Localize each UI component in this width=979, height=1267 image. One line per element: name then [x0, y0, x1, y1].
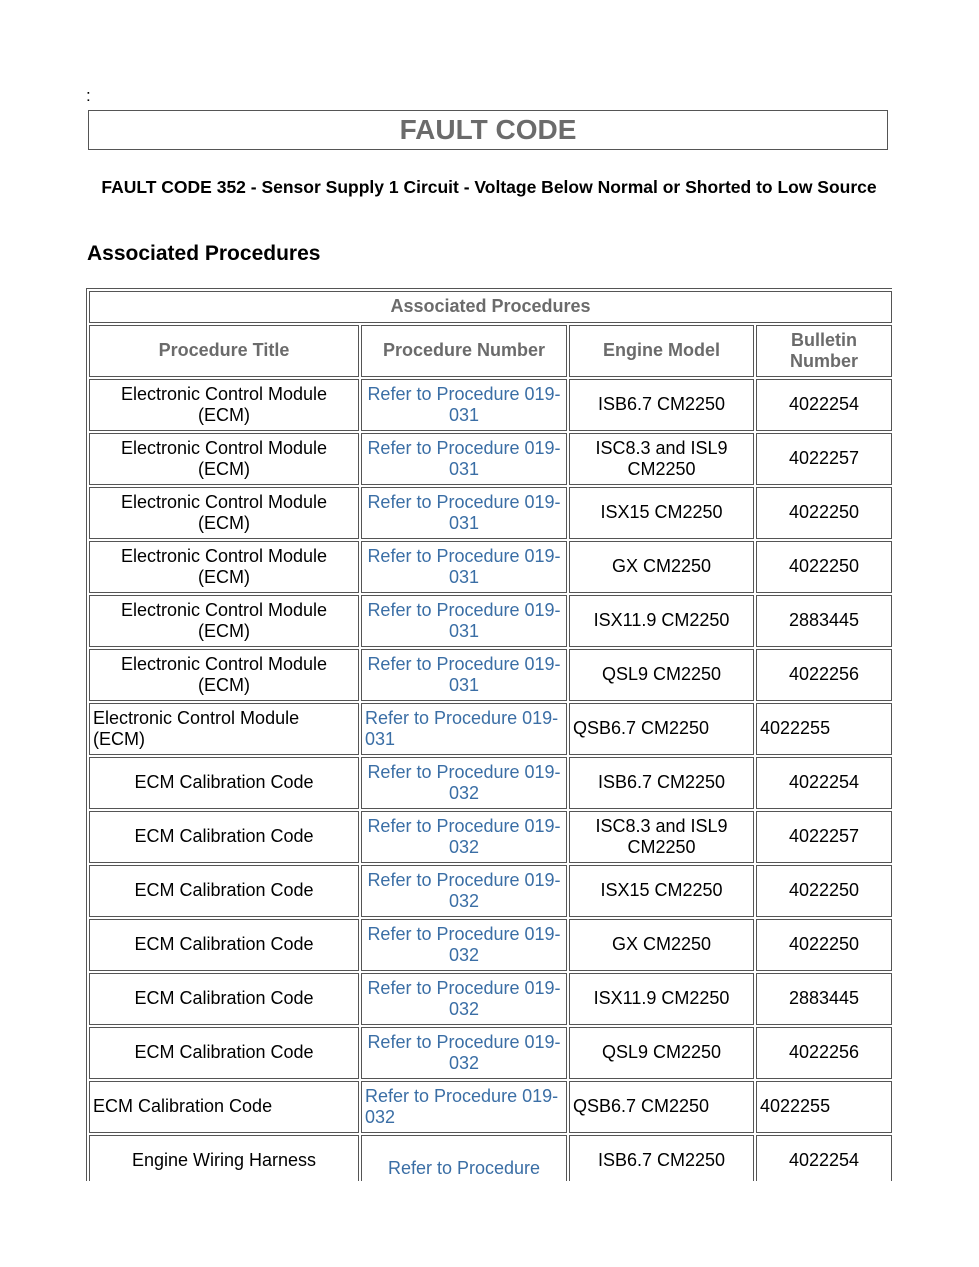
bulletin-number-cell: 4022257	[756, 811, 892, 863]
table-row	[89, 1135, 892, 1181]
procedures-table	[86, 288, 892, 1181]
bulletin-number-cell: 4022256	[756, 649, 892, 701]
procedure-link[interactable]: Refer to Procedure 019-031	[361, 649, 567, 701]
procedure-title-cell: Electronic Control Module (ECM)	[89, 379, 359, 431]
procedure-title-cell: ECM Calibration Code	[89, 1081, 359, 1133]
header-procedure-number: Procedure Number	[361, 325, 567, 377]
engine-model-cell: ISX15 CM2250	[569, 865, 754, 917]
engine-model-cell: ISX15 CM2250	[569, 487, 754, 539]
table-caption-row	[89, 291, 892, 323]
procedure-link[interactable]: Refer to Procedure 019-032	[361, 1027, 567, 1079]
engine-model-cell: ISC8.3 and ISL9 CM2250	[569, 433, 754, 485]
procedure-link[interactable]: Refer to Procedure 019-031	[361, 541, 567, 593]
bulletin-number-cell: 4022256	[756, 1027, 892, 1079]
table-row	[89, 757, 892, 809]
bulletin-number-cell: 4022250	[756, 919, 892, 971]
bulletin-number-cell: 2883445	[756, 595, 892, 647]
engine-model-cell: ISC8.3 and ISL9 CM2250	[569, 811, 754, 863]
procedure-link[interactable]: Refer to Procedure 019-031	[361, 379, 567, 431]
engine-model-cell: ISB6.7 CM2250	[569, 1135, 754, 1181]
procedure-title-cell: Electronic Control Module (ECM)	[89, 487, 359, 539]
engine-model-cell: QSB6.7 CM2250	[569, 703, 754, 755]
bulletin-number-cell: 4022255	[756, 703, 892, 755]
section-heading: Associated Procedures	[87, 242, 321, 265]
procedure-title-cell: Electronic Control Module (ECM)	[89, 595, 359, 647]
table-row	[89, 379, 892, 431]
table-row	[89, 541, 892, 593]
procedure-link[interactable]: Refer to Procedure 019-031	[361, 703, 567, 755]
table-caption: Associated Procedures	[89, 291, 892, 323]
header-procedure-title: Procedure Title	[89, 325, 359, 377]
engine-model-cell: QSL9 CM2250	[569, 649, 754, 701]
bulletin-number-cell: 4022254	[756, 757, 892, 809]
bulletin-number-cell: 4022250	[756, 487, 892, 539]
table-row	[89, 811, 892, 863]
fault-description: FAULT CODE 352 - Sensor Supply 1 Circuit - Voltage Below Normal or Shorted to Low Source	[101, 177, 877, 197]
procedure-link[interactable]: Refer to Procedure 019-032	[361, 1081, 567, 1133]
table-row	[89, 1027, 892, 1079]
engine-model-cell: ISB6.7 CM2250	[569, 379, 754, 431]
bulletin-number-cell: 4022254	[756, 1135, 892, 1181]
procedure-link[interactable]: Refer to Procedure 019-032	[361, 973, 567, 1025]
bulletin-number-cell: 4022257	[756, 433, 892, 485]
procedure-link[interactable]: Refer to Procedure 019-032	[361, 865, 567, 917]
fault-code-title-box	[88, 110, 888, 150]
table-row	[89, 487, 892, 539]
procedure-title-cell: ECM Calibration Code	[89, 1027, 359, 1079]
procedure-title-cell: Electronic Control Module (ECM)	[89, 703, 359, 755]
table-row	[89, 973, 892, 1025]
engine-model-cell: QSB6.7 CM2250	[569, 1081, 754, 1133]
engine-model-cell: QSL9 CM2250	[569, 1027, 754, 1079]
page-title: FAULT CODE	[399, 114, 577, 145]
procedure-link[interactable]: Refer to Procedure 019-032	[361, 919, 567, 971]
table-header-row	[89, 325, 892, 377]
bulletin-number-cell: 4022250	[756, 865, 892, 917]
header-bulletin-number: Bulletin Number	[756, 325, 892, 377]
table-row	[89, 1081, 892, 1133]
procedure-title-cell: ECM Calibration Code	[89, 757, 359, 809]
procedure-title-cell: ECM Calibration Code	[89, 919, 359, 971]
procedure-link[interactable]: Refer to Procedure 019-031	[361, 595, 567, 647]
procedure-link[interactable]: Refer to Procedure	[361, 1135, 567, 1181]
procedure-title-cell: Electronic Control Module (ECM)	[89, 433, 359, 485]
procedure-link[interactable]: Refer to Procedure 019-032	[361, 757, 567, 809]
table-row	[89, 649, 892, 701]
table-row	[89, 595, 892, 647]
procedure-title-cell: ECM Calibration Code	[89, 973, 359, 1025]
page-marker: :	[86, 86, 91, 105]
procedure-title-cell: Electronic Control Module (ECM)	[89, 649, 359, 701]
table-row	[89, 703, 892, 755]
bulletin-number-cell: 4022250	[756, 541, 892, 593]
engine-model-cell: ISB6.7 CM2250	[569, 757, 754, 809]
bulletin-number-cell: 2883445	[756, 973, 892, 1025]
engine-model-cell: GX CM2250	[569, 919, 754, 971]
procedure-link[interactable]: Refer to Procedure 019-031	[361, 433, 567, 485]
engine-model-cell: ISX11.9 CM2250	[569, 595, 754, 647]
table-row	[89, 433, 892, 485]
engine-model-cell: GX CM2250	[569, 541, 754, 593]
procedure-title-cell: ECM Calibration Code	[89, 811, 359, 863]
engine-model-cell: ISX11.9 CM2250	[569, 973, 754, 1025]
table-row	[89, 919, 892, 971]
procedure-title-cell: Electronic Control Module (ECM)	[89, 541, 359, 593]
procedure-title-cell: ECM Calibration Code	[89, 865, 359, 917]
procedures-table-container	[86, 288, 892, 1181]
bulletin-number-cell: 4022254	[756, 379, 892, 431]
procedure-link[interactable]: Refer to Procedure 019-032	[361, 811, 567, 863]
procedure-link[interactable]: Refer to Procedure 019-031	[361, 487, 567, 539]
header-engine-model: Engine Model	[569, 325, 754, 377]
table-row	[89, 865, 892, 917]
bulletin-number-cell: 4022255	[756, 1081, 892, 1133]
procedure-title-cell: Engine Wiring Harness	[89, 1135, 359, 1181]
